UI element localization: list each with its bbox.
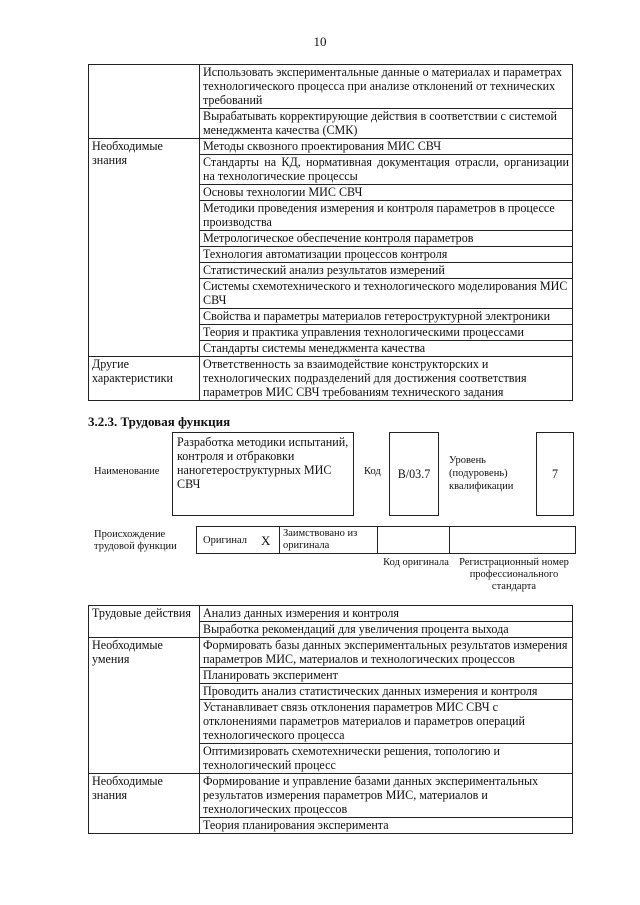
level-label: Уровень (подуровень) квалификации — [449, 455, 514, 492]
code-value-box: B/03.7 — [389, 432, 439, 516]
divider — [279, 527, 280, 553]
row-label-skills: Необходимые умения — [89, 638, 200, 774]
code-original-caption: Код оригинала — [383, 557, 449, 568]
row-label-other: Другие характеристики — [89, 357, 200, 401]
skill-item: Формировать базы данных экспериментальных результатов измерения параметров МИС, материалов и технологических процессов — [200, 638, 573, 668]
knowledge-item: Технология автоматизации процессов контроля — [200, 247, 573, 263]
row-label-knowledge: Необходимые знания — [89, 139, 200, 357]
origin-row — [196, 526, 576, 554]
knowledge-item: Теория планирования эксперимента — [200, 818, 573, 834]
action-item: Выработка рекомендаций для увеличения процента выхода — [200, 622, 573, 638]
knowledge-item: Стандарты на КД, нормативная документация отрасли, организации на технологические процессы — [200, 155, 573, 185]
code-label: Код — [364, 466, 381, 477]
divider — [449, 527, 450, 553]
top-requirements-table — [88, 64, 573, 401]
skill-item: Проводить анализ статистических данных измерения и контроля — [200, 684, 573, 700]
original-mark: X — [261, 533, 271, 548]
knowledge-item: Метрологическое обеспечение контроля параметров — [200, 231, 573, 247]
requirement-item: Использовать экспериментальные данные о материалах и параметрах технологического процесса при анализе отклонений от технических требований — [200, 65, 573, 109]
knowledge-item: Стандарты системы менеджмента качества — [200, 341, 573, 357]
name-label: Наименование — [94, 466, 160, 477]
action-item: Анализ данных измерения и контроля — [200, 606, 573, 622]
skill-item: Устанавливает связь отклонения параметров МИС СВЧ с отклонениями параметров материалов и параметров операций технологического процесса — [200, 700, 573, 744]
skill-item: Планировать эксперимент — [200, 668, 573, 684]
knowledge-item: Методы сквозного проектирования МИС СВЧ — [200, 139, 573, 155]
knowledge-item: Методики проведения измерения и контроля параметров в процессе производства — [200, 201, 573, 231]
knowledge-item: Формирование и управление базами данных экспериментальных результатов измерения параметров МИС, материалов и технологических процессов — [200, 774, 573, 818]
row-label-knowledge: Необходимые знания — [89, 774, 200, 834]
section-heading: 3.2.3. Трудовая функция — [88, 414, 231, 429]
skill-item: Оптимизировать схемотехнически решения, топологию и технологический процесс — [200, 744, 573, 774]
page-number: 10 — [313, 34, 327, 49]
knowledge-item: Основы технологии МИС СВЧ — [200, 185, 573, 201]
knowledge-item: Статистический анализ результатов измерений — [200, 263, 573, 279]
row-label — [89, 65, 200, 139]
knowledge-item: Свойства и параметры материалов гетероструктурной электроники — [200, 309, 573, 325]
knowledge-item: Теория и практика управления технологическими процессами — [200, 325, 573, 341]
row-label-actions: Трудовые действия — [89, 606, 200, 638]
divider — [377, 527, 378, 553]
level-value-box: 7 — [536, 432, 574, 516]
function-name-box: Разработка методики испытаний, контроля и отбраковки наногетероструктурных МИС СВЧ — [172, 432, 354, 516]
other-item: Ответственность за взаимодействие конструкторских и технологических подразделений для достижения соответствия параметров МИС СВЧ требованиям технического задания — [200, 357, 573, 401]
bottom-requirements-table — [88, 605, 573, 834]
knowledge-item: Системы схемотехнического и технологического моделирования МИС СВЧ — [200, 279, 573, 309]
original-label: Оригинал — [203, 535, 247, 546]
requirement-item: Вырабатывать корректирующие действия в соответствии с системой менеджмента качества (СМК) — [200, 109, 573, 139]
borrowed-label: Заимствовано из оригинала — [283, 528, 358, 551]
origin-label: Происхождение трудовой функции — [94, 529, 177, 552]
reg-number-caption: Регистрационный номер профессионального стандарта — [459, 557, 569, 592]
